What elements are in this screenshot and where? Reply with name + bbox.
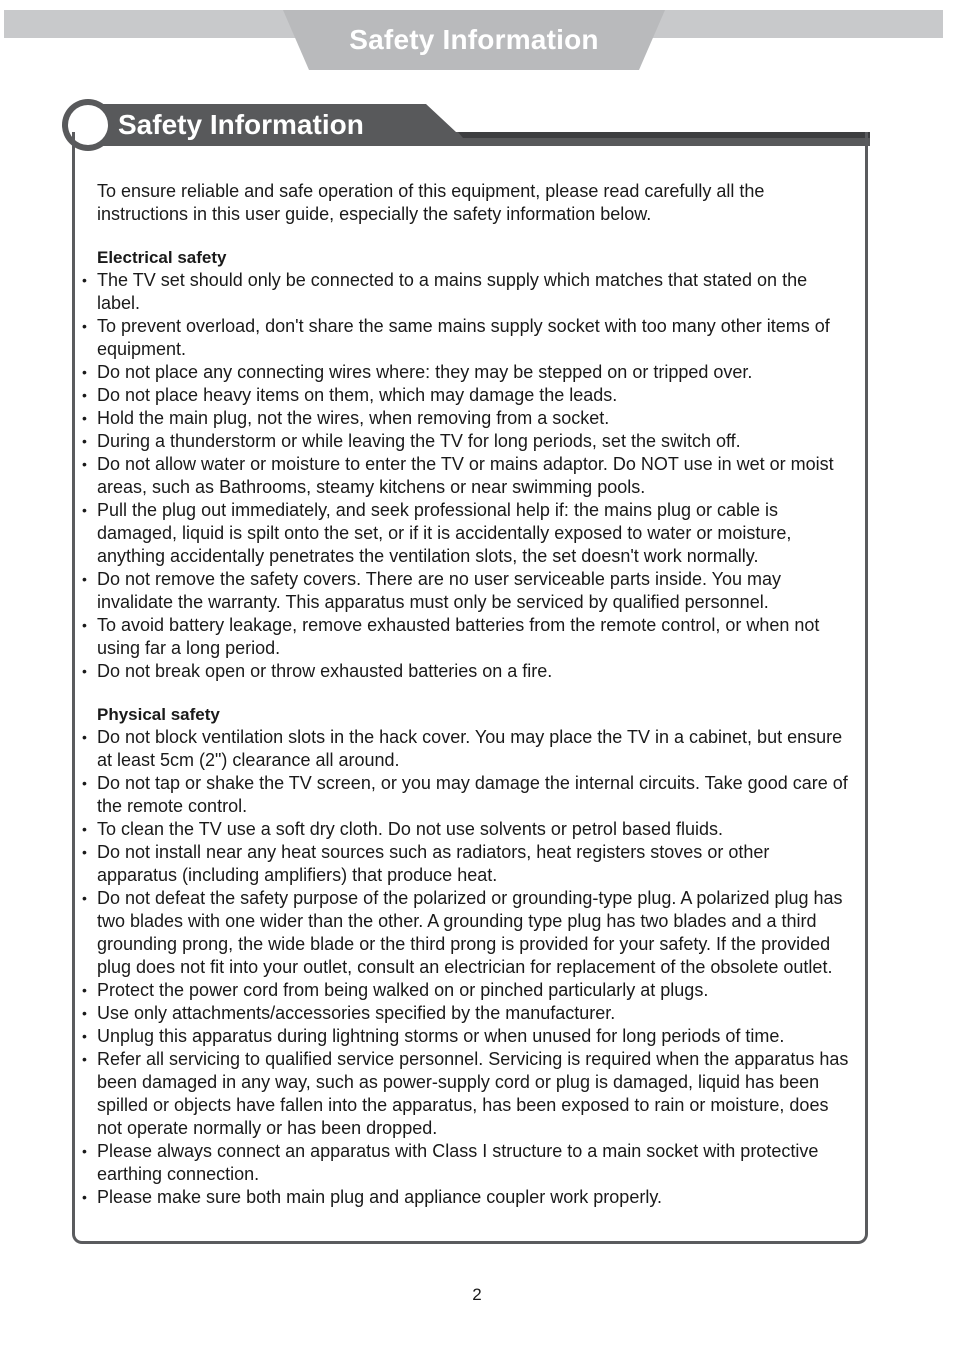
- list-item: [80, 772, 850, 818]
- bullet-icon: •: [82, 456, 87, 472]
- bullet-icon: •: [82, 729, 87, 745]
- list-item-text: To avoid battery leakage, remove exhausted batteries from the remote control, or when not using far a long period.: [97, 615, 820, 658]
- list-item-text: Do not place any connecting wires where: they may be stepped on or tripped over.: [97, 362, 753, 382]
- bullet-icon: •: [82, 433, 87, 449]
- page-number: 2: [472, 1285, 482, 1304]
- list-item: [80, 430, 850, 453]
- list-item: [80, 887, 850, 979]
- bullet-icon: •: [82, 364, 87, 380]
- list-item-text: Hold the main plug, not the wires, when removing from a socket.: [97, 408, 610, 428]
- electrical-safety-heading: Electrical safety: [97, 248, 227, 267]
- list-item-text: Do not break open or throw exhausted batteries on a fire.: [97, 661, 553, 681]
- list-item-text: Please always connect an apparatus with Class I structure to a main socket with protective earthing connection.: [97, 1141, 819, 1184]
- list-item-text: Do not tap or shake the TV screen, or you may damage the internal circuits. Take good care of the remote control.: [97, 773, 848, 816]
- list-item: [80, 499, 850, 568]
- electrical-safety-list: [80, 269, 850, 683]
- list-item-text: Pull the plug out immediately, and seek professional help if: the mains plug or cable is damaged, liquid is spilt onto the set, or if it is accidentally exposed to water or moisture, anything accidentally penetrates the ventilation slots, the set doesn't work normally.: [97, 500, 792, 566]
- physical-safety-list: [80, 726, 850, 1209]
- list-item-text: Do not allow water or moisture to enter the TV or mains adaptor. Do NOT use in wet or moist areas, such as Bathrooms, steamy kitchens or near swimming pools.: [97, 454, 834, 497]
- list-item: [80, 568, 850, 614]
- list-item-text: During a thunderstorm or while leaving the TV for long periods, set the switch off.: [97, 431, 741, 451]
- bullet-icon: •: [82, 1189, 87, 1205]
- list-item: [80, 269, 850, 315]
- list-item-text: Refer all servicing to qualified service personnel. Servicing is required when the apparatus has been damaged in any way, such as power-supply cord or plug is damaged, liquid has been spilled or objects have fallen into the apparatus, has been exposed to rain or moisture, does not operate normally or has been dropped.: [97, 1049, 849, 1138]
- bullet-icon: •: [82, 821, 87, 837]
- bullet-icon: •: [82, 982, 87, 998]
- list-item: [80, 1002, 850, 1025]
- bullet-icon: •: [82, 571, 87, 587]
- list-item: [80, 384, 850, 407]
- list-item-text: Unplug this apparatus during lightning storms or when unused for long periods of time.: [97, 1026, 785, 1046]
- bullet-icon: •: [82, 1005, 87, 1021]
- list-item-text: Do not block ventilation slots in the hack cover. You may place the TV in a cabinet, but ensure at least 5cm (2") clearance all around.: [97, 727, 843, 770]
- list-item: [80, 660, 850, 683]
- list-item-text: Do not remove the safety covers. There are no user serviceable parts inside. You may invalidate the warranty. This apparatus must only be serviced by qualified personnel.: [97, 569, 782, 612]
- list-item: [80, 407, 850, 430]
- bullet-icon: •: [82, 617, 87, 633]
- list-item-text: Please make sure both main plug and appliance coupler work properly.: [97, 1187, 662, 1207]
- list-item: [80, 453, 850, 499]
- list-item: [80, 315, 850, 361]
- list-item: [80, 1025, 850, 1048]
- list-item: [80, 726, 850, 772]
- intro-paragraph: To ensure reliable and safe operation of this equipment, please read carefully all the instructions in this user guide, especially the safety information below.: [97, 181, 765, 224]
- bullet-icon: •: [82, 775, 87, 791]
- list-item-text: The TV set should only be connected to a mains supply which matches that stated on the label.: [97, 270, 808, 313]
- list-item-text: Do not install near any heat sources such as radiators, heat registers stoves or other apparatus (including amplifiers) that produce heat.: [97, 842, 770, 885]
- section-title: Safety Information: [118, 109, 364, 140]
- list-item-text: Do not defeat the safety purpose of the polarized or grounding-type plug. A polarized plug has two blades with one wider than the other. A grounding type plug has two blades and a third grounding prong, the wide blade or the third prong is provided for your safety. If the provided plug does not fit into your outlet, consult an electrician for replacement of the obsolete outlet.: [97, 888, 843, 977]
- bullet-icon: •: [82, 890, 87, 906]
- bullet-icon: •: [82, 410, 87, 426]
- bullet-icon: •: [82, 387, 87, 403]
- bullet-icon: •: [82, 502, 87, 518]
- bullet-icon: •: [82, 844, 87, 860]
- list-item-text: Use only attachments/accessories specified by the manufacturer.: [97, 1003, 616, 1023]
- list-item: [80, 841, 850, 887]
- bullet-icon: •: [82, 663, 87, 679]
- list-item: [80, 1186, 850, 1209]
- list-item-text: To prevent overload, don't share the same mains supply socket with too many other items of equipment.: [97, 316, 830, 359]
- list-item: [80, 979, 850, 1002]
- list-item: [80, 361, 850, 384]
- bullet-icon: •: [82, 272, 87, 288]
- bullet-icon: •: [82, 1051, 87, 1067]
- list-item-text: Protect the power cord from being walked on or pinched particularly at plugs.: [97, 980, 709, 1000]
- list-item-text: To clean the TV use a soft dry cloth. Do not use solvents or petrol based fluids.: [97, 819, 724, 839]
- header-tab: [283, 10, 665, 70]
- list-item: [80, 1140, 850, 1186]
- header-banner-title: Safety Information: [349, 24, 599, 55]
- list-item: [80, 1048, 850, 1140]
- bullet-icon: •: [82, 1143, 87, 1159]
- bullet-icon: •: [82, 318, 87, 334]
- safety-content: [80, 180, 850, 1229]
- physical-safety-heading: Physical safety: [97, 705, 220, 724]
- bullet-icon: •: [82, 1028, 87, 1044]
- list-item-text: Do not place heavy items on them, which may damage the leads.: [97, 385, 618, 405]
- list-item: [80, 818, 850, 841]
- list-item: [80, 614, 850, 660]
